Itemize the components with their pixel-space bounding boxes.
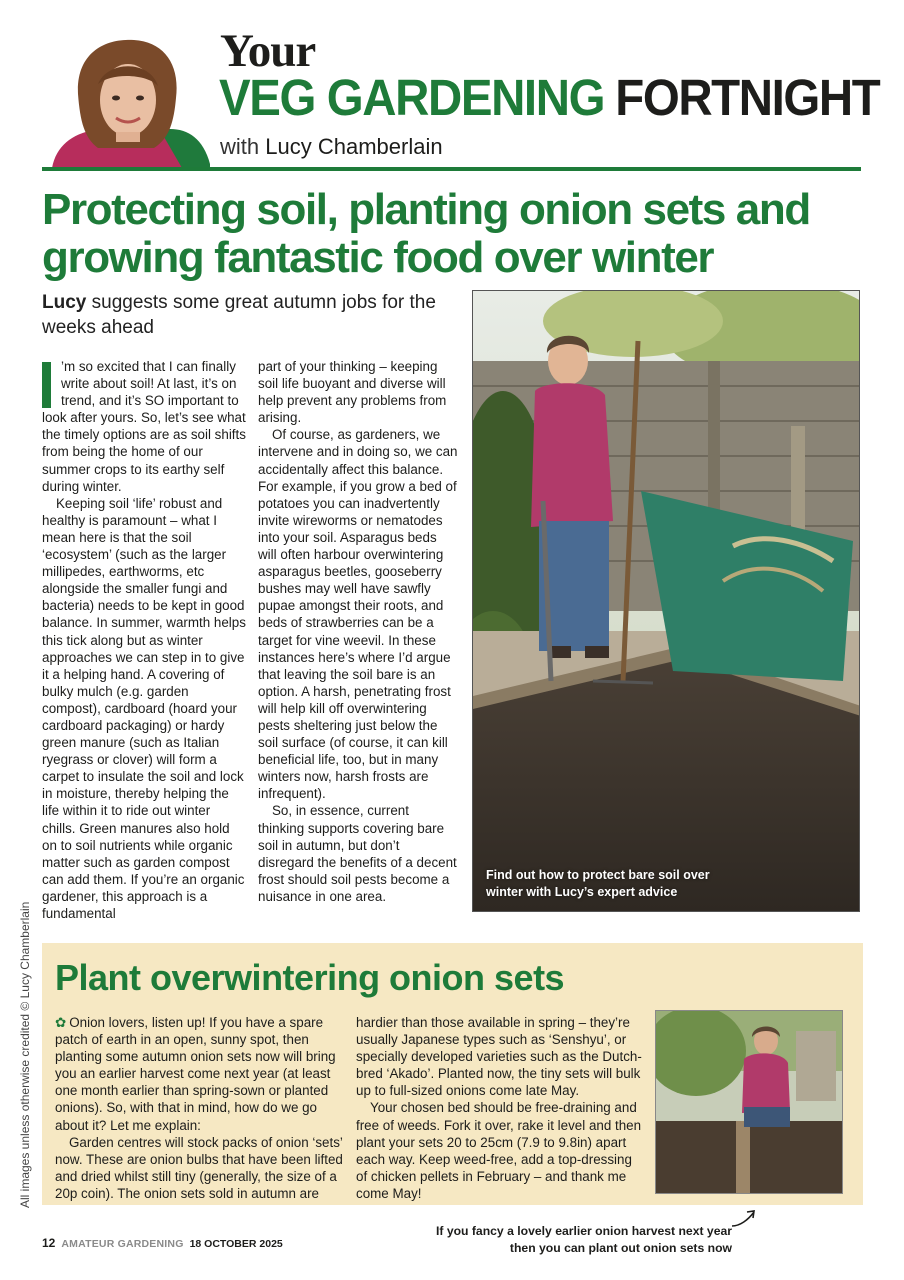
- headline: Protecting soil, planting onion sets and growing fantastic food over winter: [42, 185, 810, 282]
- header-your: Your: [220, 25, 316, 77]
- panel-paragraph: Your chosen bed should be free-draining and free of weeds. Fork it over, rake it level and then plant your sets 20 to 25cm (7.9 to 9.8in) apart each way. Keep weed-free, add a top-dressing of chicken pellets in February – and thank me come May!: [356, 1100, 642, 1201]
- panel-column-1: [55, 1014, 345, 1202]
- drop-cap-bar: [42, 362, 51, 408]
- standfirst-name: Lucy: [42, 292, 87, 313]
- panel-paragraph-text: Onion lovers, listen up! If you have a spare patch of earth in an open, sunny spot, then planting some autumn onion sets now will bring you an earlier harvest come next year (at least one month earlier than spring-sown or planted onions). So, with that in mind, how do we go about it? Let me explain:: [55, 1015, 336, 1133]
- panel-column-2: [356, 1014, 646, 1202]
- section-title-green: VEG GARDENING: [219, 69, 605, 126]
- article-column-2: [258, 358, 458, 905]
- article-paragraph: [42, 358, 246, 495]
- article-paragraph: So, in essence, current thinking supports covering bare soil in autumn, but don’t disregard the benefits of a decent frost should soil pests become a nuisance in one area.: [258, 803, 457, 904]
- panel-paragraph: Garden centres will stock packs of onion ‘sets’ now. These are onion bulbs that have been lifted and dried whilst still tiny (generally, the size of a 20p coin). The onion sets sold in autumn are: [55, 1134, 343, 1201]
- section-title-black: FORTNIGHT: [615, 69, 880, 126]
- issue-date: 18 OCTOBER 2025: [189, 1238, 283, 1250]
- photo-lucy-with-rake: [472, 290, 860, 912]
- panel-paragraph: [55, 1014, 345, 1134]
- article-column-1: [42, 358, 246, 922]
- article-paragraph-text: ’m so excited that I can finally write about soil! At last, it’s on trend, and it’s SO important to look after yours. So, let’s see what the timely options are as soil shifts from being the home of our summer crops to its earthy self during winter.: [42, 359, 246, 494]
- page-number: 12: [42, 1236, 56, 1250]
- panel-title: Plant overwintering onion sets: [55, 957, 565, 998]
- image-credit: All images unless otherwise credited © Lucy Chamberlain: [18, 901, 32, 1208]
- standfirst: [42, 290, 462, 340]
- page-footer: [42, 1236, 283, 1250]
- flower-icon: ✿: [55, 1015, 67, 1030]
- article-paragraph: part of your thinking – keeping soil life buoyant and diverse will help prevent any problems from arising.: [258, 359, 447, 426]
- magazine-name: AMATEUR GARDENING: [61, 1238, 184, 1250]
- author-portrait: [42, 34, 212, 168]
- onion-photo-caption: If you fancy a lovely earlier onion harvest next year then you can plant out onion sets now: [435, 1224, 732, 1255]
- panel-paragraph: hardier than those available in spring – they’re usually Japanese types such as ‘Senshyu’, or specially developed varieties such as the Dutch-bred ‘Akado’. Planted now, the tiny sets will bulk up to full-sized onions come late May.: [356, 1015, 642, 1099]
- byline: [220, 134, 443, 160]
- photo-planting-onion-sets: [655, 1010, 843, 1194]
- byline-author: Lucy Chamberlain: [265, 134, 443, 159]
- header-rule: [42, 167, 861, 171]
- article-paragraph: Of course, as gardeners, we intervene and in doing so, we can accidentally affect this balance. For example, if you grow a bed of potatoes you can inadvertently invite wireworms or nematodes into your soil. Asparagus beds will often harbour overwintering asparagus beetles, gooseberry bushes may well have sawfly pupae amongst their roots, and beds of strawberries can be a target for vine weevil. In these instances here’s where I’d argue that leaving the soil bare is an option. A harsh, penetrating frost will help kill off overwintering pests sheltering just below the soil surface (of course, it can kill beneficial life, too, but in many winters now, harsh frosts are infrequent).: [258, 427, 458, 802]
- caption-arrow-icon: [730, 1208, 758, 1230]
- section-title: [219, 69, 880, 126]
- photo-caption: Find out how to protect bare soil over winter with Lucy’s expert advice: [486, 868, 710, 899]
- standfirst-text: suggests some great autumn jobs for the weeks ahead: [42, 292, 436, 338]
- article-paragraph: Keeping soil ‘life’ robust and healthy is paramount – what I mean here is that the soil ‘ecosystem’ (such as the larger millipedes, earthworms, etc alongside the smaller fungi and bacteria) needs to be kept in good balance. In summer, warmth helps this tick along but as winter approaches we can step in to give it a helping hand. A covering of bulky mulch (e.g. garden compost), cardboard (hoard your cardboard packaging) or hardy green manure (such as Italian ryegrass or clover) will form a carpet to insulate the soil and lock in moisture, thereby helping the life within it to ride out winter chills. Green manures also hold on to soil nutrients while organic matter such as garden compost can add them. If you’re an organic gardener, this approach is a fundamental: [42, 495, 246, 921]
- byline-with: with: [220, 134, 260, 159]
